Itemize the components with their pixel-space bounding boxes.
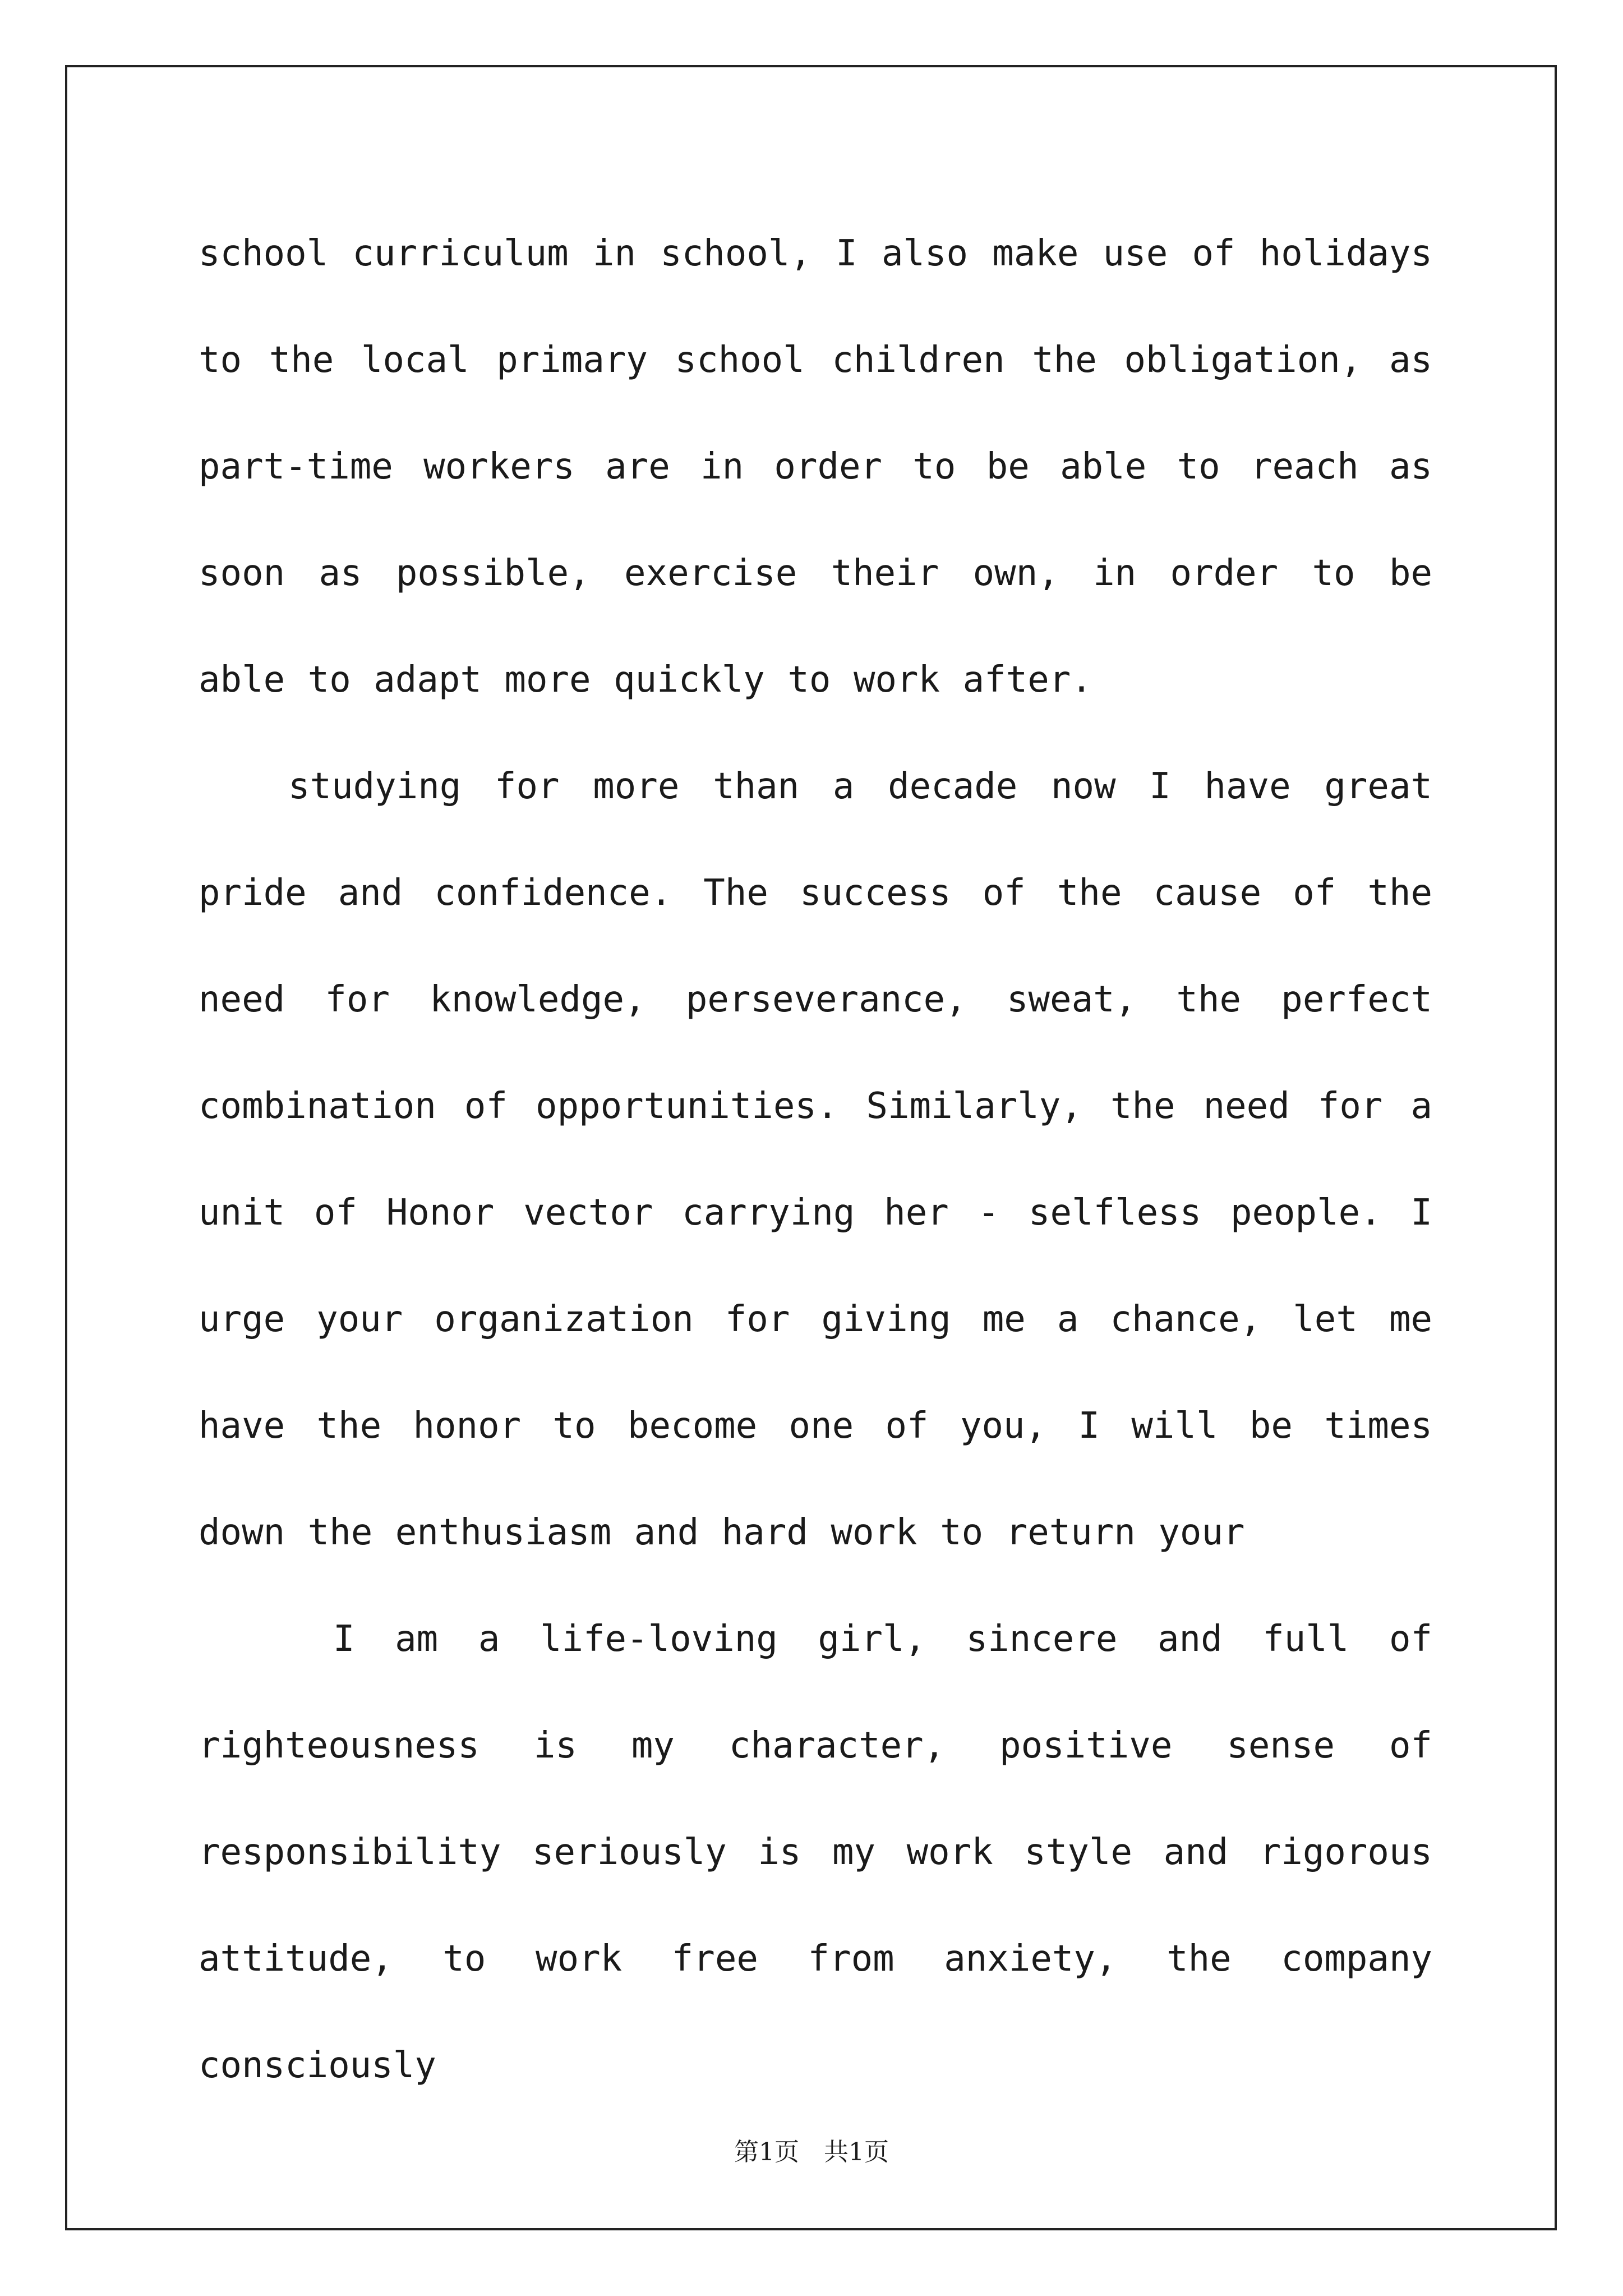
document-body xyxy=(199,200,1432,2119)
paragraph-1: school curriculum in school, I also make use of holidays to the local primary school children the obligation, as part-time workers are in order to be able to reach as soon as possible, exercise their own, in order to be able to adapt more quickly to work after. xyxy=(199,233,1432,701)
page-footer: 第1页 共1页 xyxy=(734,2138,889,2166)
paragraph-3: I am a life-loving girl, sincere and full of righteousness is my character, positive sense of responsibility seriously is my work style and rigorous attitude, to work free from anxiety, the company consciously xyxy=(199,1618,1432,2086)
paragraph-2: studying for more than a decade now I have great pride and confidence. The success of the cause of the need for knowledge, perseverance, sweat, the perfect combination of opportunities. Similarly, the need for a unit of Honor vector carrying her - selfless people. I urge your organization for giving me a chance, let me have the honor to become one of you, I will be times down the enthusiasm and hard work to return your xyxy=(199,766,1432,1553)
